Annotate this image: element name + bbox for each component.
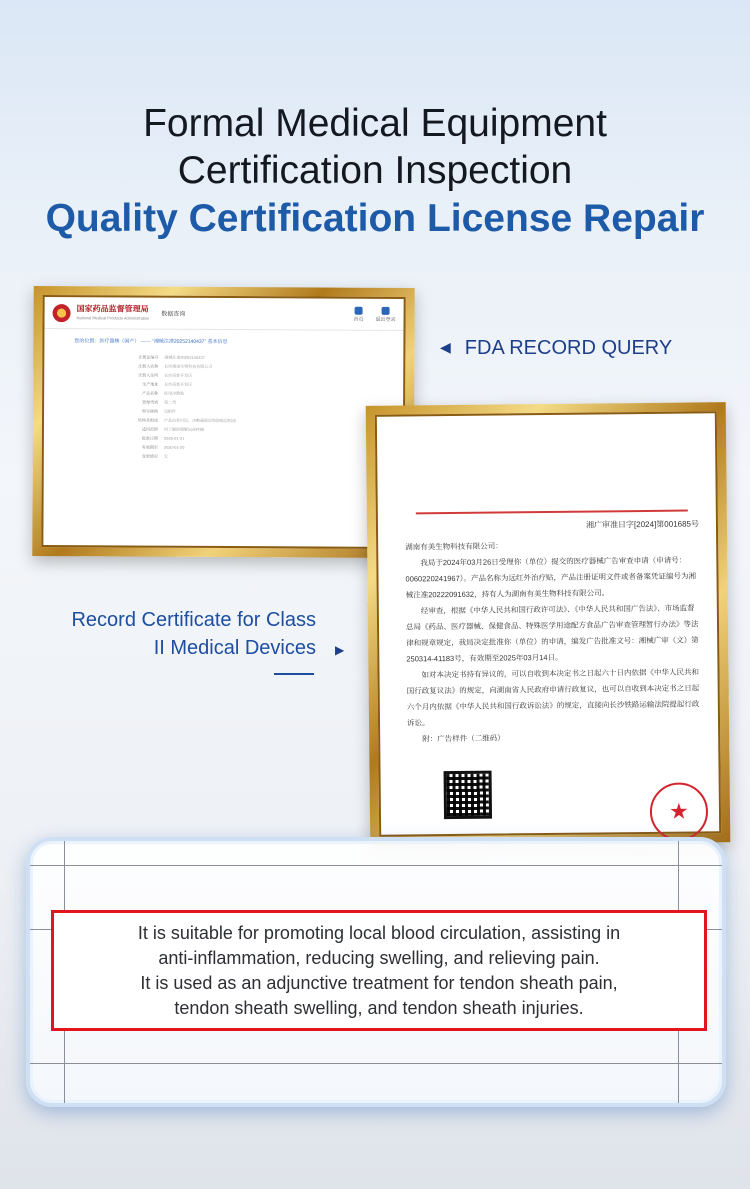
fda-record-query-text: FDA RECORD QUERY <box>464 337 673 359</box>
row-value: 医用冷敷贴 <box>164 390 185 396</box>
row-key: 产品名称 <box>142 390 159 396</box>
home-icon <box>355 306 363 314</box>
official-seal-icon: ★ <box>650 782 709 841</box>
row-value: 见附件 <box>164 408 177 414</box>
row-key: 生产地址 <box>142 381 159 387</box>
fda-org-name <box>77 304 150 322</box>
row-key: 注册人名称 <box>138 363 159 369</box>
row-key: 有效期至 <box>141 444 158 450</box>
approval-letter-frame <box>366 402 731 846</box>
row-key: 注册人住所 <box>138 372 159 378</box>
headline-line-1: Formal Medical Equipment <box>143 102 607 145</box>
row-value: 2025-01-21 <box>163 435 185 441</box>
row-value: 产品由背衬层、冷敷凝胶层和防粘层组成 <box>163 417 237 424</box>
record-certificate-label <box>0 606 316 662</box>
ruled-line <box>30 1063 722 1064</box>
user-icon <box>382 306 390 314</box>
row-value: 无 <box>163 453 168 459</box>
ruled-line <box>30 865 722 866</box>
headline-line-2: Certification Inspection <box>177 149 573 192</box>
row-value: 长沙高新开发区 <box>164 372 193 378</box>
description-line-1: It is suitable for promoting local blood circulation, assisting in <box>137 922 621 943</box>
accent-underline <box>274 673 314 675</box>
national-emblem-icon <box>53 304 71 322</box>
row-key: 型号规格 <box>142 408 159 414</box>
letter-paragraph: 如对本决定书持有异议的，可以自收到本决定书之日起六十日内依据《中华人民共和国行政复议法》的规定，向湖南省人民政府申请行政复议，也可以自收到本决定书之日起六个月内依据《中华人民共和国行政诉讼法》的规定，直接向长沙铁路运输法院提起行政诉讼。 <box>406 667 700 728</box>
row-key: 适用范围 <box>141 426 158 432</box>
product-description-box <box>51 910 707 1031</box>
fda-record-query-label <box>440 337 672 360</box>
fda-nav-logout-label: 退出登录 <box>375 316 396 323</box>
letter-paragraph: 我局于2024年03月26日受理你（单位）提交的医疗器械广告审查申请（申请号：0060220241967）。产品名称为远红外治疗贴，产品注册证明文件或者备案凭证编号为湘械注准20222091632，持有人为湖南有美生物科技有限公司。 <box>405 555 697 600</box>
document-number: 湘广审准日字[2024]第001685号 <box>585 519 700 530</box>
fda-record-frame <box>32 286 414 558</box>
triangle-right-icon: ▶ <box>335 643 345 657</box>
record-certificate-line-2: II Medical Devices <box>153 637 316 659</box>
fda-org-name-en: National Medical Products Administration <box>76 314 150 321</box>
row-key: 批准日期 <box>141 435 158 441</box>
row-key: 结构及组成 <box>137 417 159 423</box>
fda-query-link[interactable]: 数据查询 <box>161 311 186 318</box>
row-key: 变更情况 <box>141 453 158 459</box>
row-value: 长沙湘诺生物科技有限公司 <box>164 363 213 369</box>
fda-detail-table <box>44 352 404 462</box>
letter-paragraph: 湖南有美生物科技有限公司： <box>405 541 503 552</box>
fda-nav-home-label: 首页 <box>353 316 364 323</box>
fda-org-name-cn: 国家药品监督管理局 <box>76 303 149 314</box>
description-line-2: anti-inflammation, reducing swelling, and relieving pain. <box>158 947 600 968</box>
row-key: 管理类别 <box>142 399 159 405</box>
row-value: 第二类 <box>164 399 177 405</box>
fda-header <box>44 297 403 331</box>
letter-paragraph: 经审查，根据《中华人民共和国行政许可法》、《中华人民共和国广告法》、市场监督总局《药品、医疗器械、保健食品、特殊医学用途配方食品广告审查管理暂行办法》等法律和规章规定，我局决定批准你（单位）的申请，编发广告批准文号：湘械广审（文）第250314-41183号，有效期至2025年03月14日。 <box>405 603 699 664</box>
headline-primary <box>0 100 750 194</box>
fda-nav-home[interactable] <box>353 306 363 322</box>
fda-record-page <box>41 295 405 549</box>
description-line-4: tendon sheath swelling, and tendon sheath injuries. <box>174 997 584 1018</box>
triangle-left-icon: ◀ <box>440 339 451 355</box>
fda-nav-logout[interactable] <box>376 306 396 322</box>
row-value: 长沙高新开发区 <box>164 381 193 387</box>
fda-nav <box>353 306 395 322</box>
row-value: 2030-01-20 <box>163 444 185 450</box>
letter-body <box>405 536 703 747</box>
row-value: 湘械注准20252140437 <box>164 354 205 360</box>
breadcrumb: 您的位置：医疗器械（国产） —— “湘械注准20252140437” 基本信息 <box>74 338 228 346</box>
qr-code-icon <box>444 771 493 820</box>
row-value: 用于辅助缓解局部疼痛 <box>163 426 204 432</box>
record-certificate-line-1: Record Certificate for Class <box>71 609 316 631</box>
red-header-line <box>416 510 688 515</box>
headline-accent: Quality Certification License Repair <box>45 197 705 240</box>
letter-paragraph: 附：广告样件（二维码） <box>422 733 505 744</box>
row-key: 注册证编号 <box>138 354 159 360</box>
table-row <box>44 451 403 462</box>
description-line-3: It is used as an adjunctive treatment for tendon sheath pain, <box>140 972 618 993</box>
